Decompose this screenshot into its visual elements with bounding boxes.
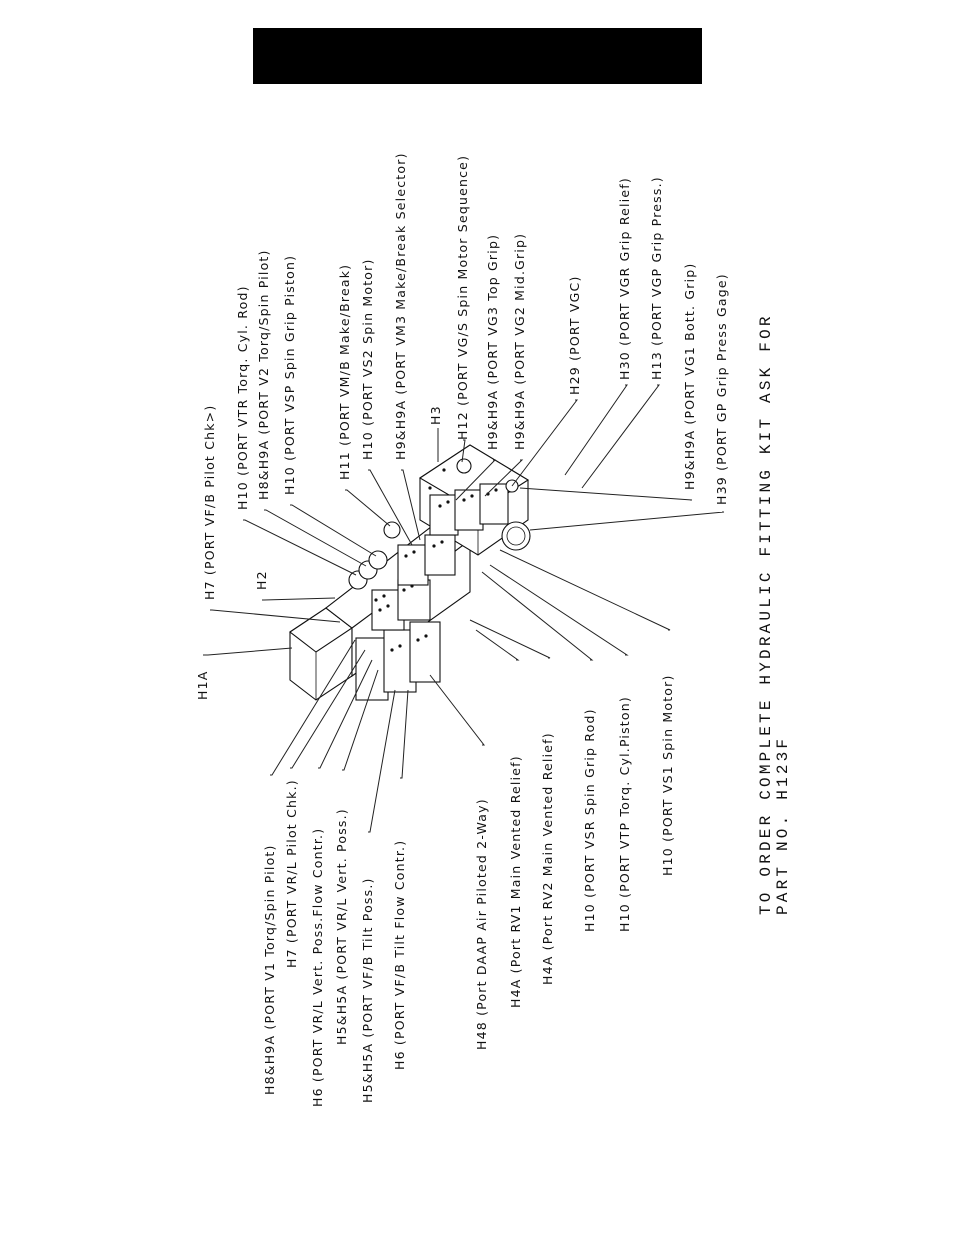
label-h10-vs1-spin-motor: H10 (PORT VS1 Spin Motor) xyxy=(660,674,675,876)
label-h9-vg2-mid-grip: H9&H9A (PORT VG2 Mid.Grip) xyxy=(512,232,527,450)
callouts-bottom xyxy=(262,674,675,1107)
label-h30-vgr-grip-relief: H30 (PORT VGR Grip Relief) xyxy=(617,177,632,380)
label-h10-vs2-spin-motor: H10 (PORT VS2 Spin Motor) xyxy=(360,258,375,460)
label-h7-vfb-pilot-chk: H7 (PORT VF/B Pilot Chk>) xyxy=(202,404,217,600)
label-h4a-rv1-main-vented-relief: H4A (Port RV1 Main Vented Relief) xyxy=(508,755,523,1008)
order-note-line2: PART NO. H123F xyxy=(774,735,792,915)
label-h29-vgc: H29 (PORT VGC) xyxy=(567,275,582,395)
label-h48-daap-air-piloted-2-way: H48 (Port DAAP Air Piloted 2-Way) xyxy=(474,798,489,1050)
label-h1a: H1A xyxy=(195,670,210,700)
label-h7-vrl-pilot-chk: H7 (PORT VR/L Pilot Chk.) xyxy=(284,779,299,968)
label-h10-vtp-torq-cyl-piston: H10 (PORT VTP Torq. Cyl.Piston) xyxy=(617,696,632,932)
callouts-top xyxy=(195,152,729,700)
label-h3: H3 xyxy=(428,405,443,425)
label-h2: H2 xyxy=(254,570,269,590)
label-h6-vrl-vert-poss-flow-contr: H6 (PORT VR/L Vert. Poss.Flow Contr.) xyxy=(310,827,325,1107)
label-h8-v2-torq-spin-pilot: H8&H9A (PORT V2 Torq/Spin Pilot) xyxy=(256,249,271,500)
label-h9-vm3-make-break-selector: H9&H9A (PORT VM3 Make/Break Selector) xyxy=(393,152,408,460)
label-h5-vfb-tilt-poss: H5&H5A (PORT VF/B Tilt Poss.) xyxy=(360,877,375,1103)
label-h8-v1-torq-spin-pilot: H8&H9A (PORT V1 Torq/Spin Pilot) xyxy=(262,844,277,1095)
pressure-gauge xyxy=(502,522,530,550)
label-h12-vgs-spin-motor-sequence: H12 (PORT VG/S Spin Motor Sequence) xyxy=(455,154,470,440)
label-h10-vsr-spin-grip-rod: H10 (PORT VSR Spin Grip Rod) xyxy=(582,708,597,932)
label-h13-vgp-grip-press: H13 (PORT VGP Grip Press.) xyxy=(649,176,664,380)
label-h39-gp-grip-press-gage: H39 (PORT GP Grip Press Gage) xyxy=(714,273,729,505)
label-h9-vg3-top-grip: H9&H9A (PORT VG3 Top Grip) xyxy=(485,233,500,450)
label-h4a-rv2-main-vented-relief: H4A (Port RV2 Main Vented Relief) xyxy=(540,732,555,985)
manifold-assembly xyxy=(290,445,530,700)
label-h11-vmb-make-break: H11 (PORT VM/B Make/Break) xyxy=(337,263,352,480)
label-h6-vfb-tilt-flow-contr: H6 (PORT VF/B Tilt Flow Contr.) xyxy=(392,839,407,1070)
label-h9-vg1-bott-grip: H9&H9A (PORT VG1 Bott. Grip) xyxy=(682,262,697,490)
label-h5-vrl-vert-poss: H5&H5A (PORT VR/L Vert. Poss.) xyxy=(334,808,349,1045)
order-note xyxy=(757,313,792,915)
label-h10-vtr-torq-cyl-rod: H10 (PORT VTR Torq. Cyl. Rod) xyxy=(235,285,250,510)
label-h10-vsp-spin-grip-piston: H10 (PORT VSP Spin Grip Piston) xyxy=(282,254,297,495)
order-note-line1: TO ORDER COMPLETE HYDRAULIC FITTING KIT ASK FOR xyxy=(757,313,775,915)
